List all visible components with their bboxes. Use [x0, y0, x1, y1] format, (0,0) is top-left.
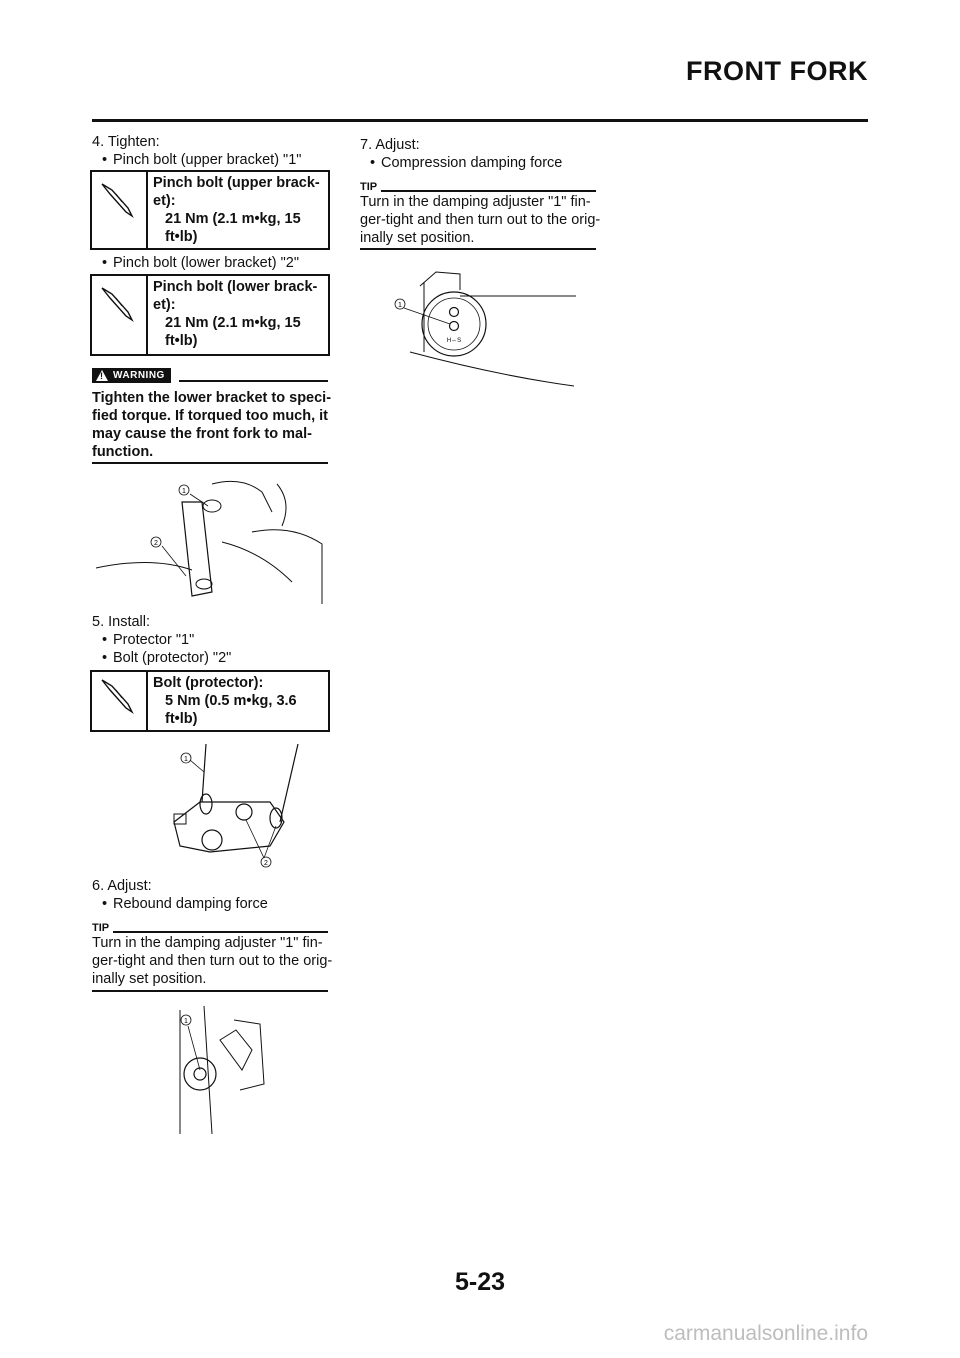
- step4-heading: 4. Tighten:: [92, 134, 160, 150]
- header-rule: [92, 119, 868, 122]
- step4-bullet-1: • Pinch bolt (upper bracket) "1": [102, 151, 301, 169]
- watermark: carmanualsonline.info: [663, 1322, 868, 1345]
- tip-right-line1: Turn in the damping adjuster "1" fin-: [360, 194, 591, 210]
- step5-bullet-1: • Protector "1": [102, 631, 194, 649]
- tip-end-rule-right: [360, 248, 596, 250]
- warning-line4: function.: [92, 444, 154, 460]
- figure-fork-bracket: [92, 472, 332, 612]
- spec-upper-line3: 21 Nm (2.1 m•kg, 15: [165, 211, 301, 227]
- fig1-callout-2: 2: [154, 540, 158, 547]
- step6-bullet-1: • Rebound damping force: [102, 895, 268, 913]
- spec-box-lower: [90, 274, 330, 356]
- spec-lower-line3: 21 Nm (2.1 m•kg, 15: [165, 315, 301, 331]
- step7-heading: 7. Adjust:: [360, 137, 420, 153]
- warning-icon: [96, 370, 108, 381]
- warning-header: [92, 368, 328, 383]
- figure-rebound-adjuster: [160, 1000, 290, 1140]
- spec-lower-line4: ft•lb): [165, 333, 198, 349]
- spec-box-upper: [90, 170, 330, 250]
- warning-label: WARNING: [113, 370, 165, 381]
- warning-end-rule: [92, 462, 328, 464]
- step7-bullet-1: • Compression damping force: [370, 154, 562, 172]
- fig2-callout-2: 2: [264, 860, 268, 867]
- page-title: FRONT FORK: [686, 56, 868, 86]
- tip-right-line2: ger-tight and then turn out to the orig-: [360, 212, 601, 228]
- tip-left-line2: ger-tight and then turn out to the orig-: [92, 953, 333, 969]
- spec-protector-line1: Bolt (protector):: [153, 675, 264, 691]
- tip-header-right: [360, 181, 596, 193]
- step5-heading: 5. Install:: [92, 614, 151, 630]
- tip-left-line1: Turn in the damping adjuster "1" fin-: [92, 935, 323, 951]
- spec-lower-line1: Pinch bolt (lower brack-: [153, 279, 318, 295]
- tip-text-left: [92, 934, 332, 988]
- step4-bullet-2: • Pinch bolt (lower bracket) "2": [102, 254, 299, 272]
- warning-line3: may cause the front fork to mal-: [92, 426, 312, 442]
- torque-wrench-icon: [92, 672, 148, 730]
- torque-wrench-icon: [92, 276, 148, 354]
- warning-badge: [92, 368, 171, 383]
- step6-heading: 6. Adjust:: [92, 878, 152, 894]
- spec-upper-line2: et):: [153, 193, 176, 209]
- tip-header-left: [92, 922, 328, 934]
- spec-protector-line2: 5 Nm (0.5 m•kg, 3.6: [165, 693, 297, 709]
- warning-text: [92, 389, 331, 461]
- spec-upper-line4: ft•lb): [165, 229, 198, 245]
- page-number: 5-23: [454, 1268, 506, 1296]
- step5-bullet-2: • Bolt (protector) "2": [102, 649, 231, 667]
- fig2-callout-1: 1: [184, 756, 188, 763]
- fig1-callout-1: 1: [182, 488, 186, 495]
- spec-protector-line3: ft•lb): [165, 711, 198, 727]
- tip-label: TIP: [92, 922, 110, 934]
- fig4-callout-1: 1: [398, 302, 402, 309]
- warning-line2: fied torque. If torqued too much, it: [92, 408, 329, 424]
- spec-upper-line1: Pinch bolt (upper brack-: [153, 175, 320, 191]
- figure-compression-adjuster: [380, 262, 580, 392]
- fig3-callout-1: 1: [184, 1018, 188, 1025]
- tip-end-rule-left: [92, 990, 328, 992]
- tip-text-right: [360, 193, 600, 247]
- fig4-marking: H⇔S: [446, 338, 462, 344]
- torque-wrench-icon: [92, 172, 148, 248]
- figure-protector: [160, 742, 330, 874]
- spec-box-protector: [90, 670, 330, 732]
- spec-lower-line2: et):: [153, 297, 176, 313]
- tip-label: TIP: [360, 181, 378, 193]
- warning-line1: Tighten the lower bracket to speci-: [92, 390, 332, 406]
- tip-right-line3: inally set position.: [360, 230, 475, 246]
- tip-left-line3: inally set position.: [92, 971, 207, 987]
